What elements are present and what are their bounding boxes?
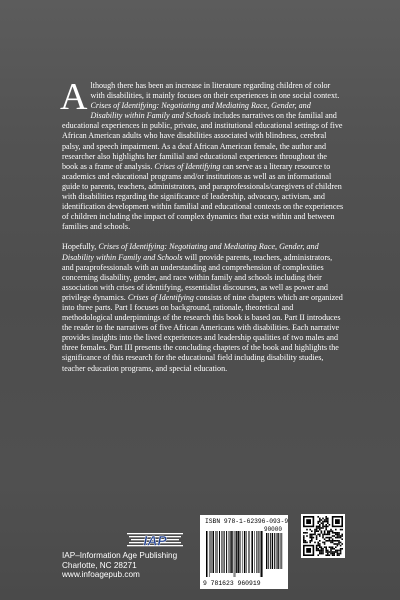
qr-module: [322, 518, 324, 520]
qr-module: [332, 553, 334, 555]
qr-module: [316, 550, 318, 552]
qr-module: [337, 537, 339, 539]
barcode-bar: [217, 531, 218, 573]
qr-module: [324, 534, 326, 536]
p1-run: includes narratives on the familial and educational experiences in public, private, and institutional educational settings of five African American adults who have disabilities associated with blindness, cerebral palsy, and speech impairment. As a deaf African American female, the author and researcher also highlights her familial and educational experiences throughout the book as a frame of analysis.: [62, 111, 343, 171]
barcode-bar: [209, 531, 210, 577]
qr-module: [332, 538, 334, 540]
qr-module: [335, 543, 337, 545]
qr-module: [325, 527, 327, 529]
qr-module: [324, 532, 326, 534]
qr-module: [335, 534, 337, 536]
qr-module: [317, 530, 319, 532]
qr-module: [319, 529, 321, 531]
qr-module: [314, 542, 316, 544]
qr-module: [340, 542, 342, 544]
qr-module: [330, 530, 332, 532]
qr-module: [325, 521, 327, 523]
qr-module: [309, 535, 311, 537]
qr-module: [332, 542, 334, 544]
qr-module: [332, 551, 334, 553]
qr-module: [330, 550, 332, 552]
barcode-bar: [261, 531, 263, 577]
addon-bars: [266, 533, 284, 573]
p2-run: Hopefully,: [62, 242, 99, 252]
qr-module: [338, 554, 340, 556]
ean-digits: 9 781623 960919: [203, 580, 261, 587]
barcode-bar: [206, 531, 208, 577]
qr-module: [335, 537, 337, 539]
qr-module: [329, 538, 331, 540]
qr-module: [338, 553, 340, 555]
qr-module: [322, 548, 324, 550]
barcode-bar: [260, 531, 261, 577]
qr-module: [319, 543, 321, 545]
qr-module: [327, 518, 329, 520]
barcode-bar: [244, 531, 246, 573]
qr-module: [337, 540, 339, 542]
qr-module: [325, 529, 327, 531]
qr-module: [316, 546, 318, 548]
qr-module: [329, 540, 331, 542]
qr-module: [329, 551, 331, 553]
qr-module: [319, 535, 321, 537]
qr-module: [322, 551, 324, 553]
qr-module: [321, 530, 323, 532]
qr-module: [340, 551, 342, 553]
addon-bar: [276, 533, 277, 569]
qr-module: [325, 550, 327, 552]
qr-module: [322, 527, 324, 529]
qr-module: [338, 537, 340, 539]
qr-module: [327, 532, 329, 534]
qr-module: [311, 540, 313, 542]
qr-module: [306, 532, 308, 534]
qr-module: [309, 534, 311, 536]
qr-module: [324, 530, 326, 532]
qr-module: [317, 516, 319, 518]
qr-module: [319, 534, 321, 536]
qr-module: [317, 545, 319, 547]
qr-module: [335, 532, 337, 534]
qr-module: [325, 548, 327, 550]
qr-module: [332, 530, 334, 532]
qr-module: [305, 540, 307, 542]
qr-module: [335, 529, 337, 531]
qr-module: [311, 535, 313, 537]
qr-module: [330, 551, 332, 553]
qr-module: [319, 521, 321, 523]
publisher-name: IAP–Information Age Publishing: [62, 551, 178, 560]
barcode-bar: [210, 531, 211, 573]
qr-module: [317, 522, 319, 524]
qr-module: [327, 521, 329, 523]
qr-module: [327, 519, 329, 521]
qr-module: [316, 527, 318, 529]
qr-module: [337, 551, 339, 553]
barcode-bar: [249, 531, 250, 573]
qr-module: [324, 538, 326, 540]
price-code: 90000: [263, 526, 282, 533]
qr-module: [330, 542, 332, 544]
qr-module: [313, 537, 315, 539]
barcode-bar: [223, 531, 224, 573]
qr-module: [319, 553, 321, 555]
qr-module: [321, 546, 323, 548]
qr-module: [325, 537, 327, 539]
barcode-bar: [234, 531, 235, 577]
qr-module: [340, 553, 342, 555]
barcode-bar: [251, 531, 253, 573]
qr-module: [330, 540, 332, 542]
qr-module: [340, 550, 342, 552]
paragraph-2: [62, 242, 344, 373]
barcode-bar: [215, 531, 216, 573]
qr-module: [319, 546, 321, 548]
barcode-bar: [229, 531, 230, 573]
barcode-bar: [242, 531, 243, 573]
drop-cap: A: [60, 76, 88, 118]
addon-bar: [270, 533, 271, 569]
p2-run: will provide parents, teachers, administrators, and paraprofessionals with an understanding and comprehension of complexities concerning disability, gender, and race within family and schools including their association with crises of identifying, essentialist discourses, as well as power and privilege dynamics.: [62, 252, 333, 302]
qr-module: [324, 546, 326, 548]
qr-module: [330, 529, 332, 531]
qr-module: [327, 553, 329, 555]
qr-module: [327, 530, 329, 532]
qr-module: [314, 534, 316, 536]
qr-module: [314, 530, 316, 532]
qr-module: [303, 540, 305, 542]
qr-module: [332, 532, 334, 534]
qr-module: [321, 551, 323, 553]
qr-module: [322, 534, 324, 536]
qr-module: [337, 534, 339, 536]
qr-module: [337, 550, 339, 552]
addon-bar: [281, 533, 282, 569]
qr-module: [337, 535, 339, 537]
qr-module: [319, 526, 321, 528]
qr-module: [325, 554, 327, 556]
addon-bar: [277, 533, 278, 569]
qr-module: [325, 534, 327, 536]
p1-run: lthough there has been an increase in literature regarding children of color with disabilities, it mainly focuses on their experiences in one social context.: [90, 81, 340, 101]
qr-module: [329, 534, 331, 536]
barcode-bar: [221, 531, 222, 573]
qr-module: [311, 530, 313, 532]
barcode-bars: [206, 527, 266, 577]
qr-module: [305, 542, 307, 544]
qr-module: [319, 545, 321, 547]
qr-module: [322, 526, 324, 528]
qr-module: [325, 519, 327, 521]
qr-module: [316, 526, 318, 528]
qr-module: [327, 537, 329, 539]
qr-module: [316, 530, 318, 532]
qr-module: [338, 532, 340, 534]
qr-module: [325, 518, 327, 520]
qr-module: [309, 540, 311, 542]
qr-module: [338, 542, 340, 544]
barcode-bar: [235, 531, 236, 577]
qr-module: [322, 550, 324, 552]
qr-module: [325, 516, 327, 518]
qr-module: [341, 548, 343, 550]
qr-module: [327, 526, 329, 528]
qr-module: [317, 554, 319, 556]
qr-module: [313, 534, 315, 536]
qr-module: [303, 537, 305, 539]
barcode-bar: [219, 531, 220, 573]
qr-module: [322, 535, 324, 537]
qr-module: [329, 537, 331, 539]
qr-module: [303, 542, 305, 544]
qr-module: [305, 532, 307, 534]
qr-module: [332, 546, 334, 548]
qr-module: [321, 527, 323, 529]
qr-module: [316, 548, 318, 550]
p1-run: Crises of Identifying: Negotiating and Mediating Race, Gender, and Disability within Family and Schools: [90, 101, 311, 121]
qr-module: [337, 543, 339, 545]
qr-module: [333, 551, 335, 553]
qr-module: [321, 532, 323, 534]
qr-module: [319, 518, 321, 520]
qr-module: [316, 538, 318, 540]
qr-module: [317, 526, 319, 528]
qr-module: [306, 535, 308, 537]
qr-module: [333, 532, 335, 534]
qr-module: [338, 543, 340, 545]
qr-module: [340, 535, 342, 537]
addon-bar: [272, 533, 273, 569]
qr-module: [324, 519, 326, 521]
barcode-bar: [213, 531, 215, 573]
qr-module: [338, 535, 340, 537]
qr-finder: [306, 548, 311, 553]
qr-module: [325, 540, 327, 542]
qr-module: [330, 546, 332, 548]
qr-module: [338, 534, 340, 536]
qr-module: [341, 538, 343, 540]
qr-code-graphic: [303, 516, 343, 556]
qr-module: [341, 535, 343, 537]
qr-module: [329, 554, 331, 556]
p2-run: Crises of Identifying: [127, 292, 194, 302]
p2-run: consists of nine chapters which are organized into three parts. Part I focuses on background, rationale, theoretical and methodological underpinnings of the research this book is based on. Part II introduces the reader to the narratives of five African Americans with disabilities. Each narrative provides insights into the lived experiences and leadership qualities of two males and three females. Part III presents the concluding chapters of the book and highlights the significance of this research for the educational field including disability studies, teacher education programs, and special education.: [62, 292, 343, 373]
qr-module: [311, 538, 313, 540]
qr-module: [341, 534, 343, 536]
qr-module: [317, 550, 319, 552]
qr-module: [306, 542, 308, 544]
publisher-website: www.infoagepub.com: [62, 570, 140, 580]
qr-module: [324, 526, 326, 528]
qr-module: [317, 534, 319, 536]
barcode-bar: [226, 531, 227, 573]
qr-module: [321, 550, 323, 552]
qr-module: [333, 553, 335, 555]
qr-module: [329, 546, 331, 548]
addon-bar: [274, 533, 275, 569]
barcode-bar: [236, 531, 237, 573]
qr-module: [317, 543, 319, 545]
qr-module: [329, 524, 331, 526]
qr-module: [330, 548, 332, 550]
barcode-bar: [258, 531, 259, 573]
qr-module: [325, 526, 327, 528]
qr-module: [316, 535, 318, 537]
qr-module: [317, 542, 319, 544]
qr-module: [327, 550, 329, 552]
qr-module: [338, 540, 340, 542]
qr-module: [321, 519, 323, 521]
qr-module: [316, 537, 318, 539]
qr-module: [337, 553, 339, 555]
qr-module: [319, 551, 321, 553]
qr-module: [322, 542, 324, 544]
qr-module: [340, 529, 342, 531]
qr-module: [335, 551, 337, 553]
qr-code-icon: [301, 514, 345, 558]
qr-module: [327, 551, 329, 553]
publisher-city: Charlotte, NC 28271: [62, 560, 137, 570]
qr-module: [327, 540, 329, 542]
qr-module: [322, 521, 324, 523]
qr-module: [332, 540, 334, 542]
qr-module: [314, 532, 316, 534]
qr-module: [321, 548, 323, 550]
qr-module: [303, 538, 305, 540]
qr-module: [330, 553, 332, 555]
qr-module: [309, 537, 311, 539]
qr-module: [330, 537, 332, 539]
qr-module: [324, 521, 326, 523]
qr-finder: [335, 519, 340, 524]
qr-module: [306, 529, 308, 531]
qr-module: [337, 545, 339, 547]
qr-module: [333, 548, 335, 550]
barcode-bar: [256, 531, 257, 573]
qr-module: [341, 529, 343, 531]
qr-module: [309, 529, 311, 531]
qr-module: [303, 535, 305, 537]
qr-module: [316, 529, 318, 531]
barcode-bar: [254, 531, 255, 573]
paragraph-1: [60, 76, 344, 232]
qr-module: [333, 540, 335, 542]
qr-module: [316, 545, 318, 547]
qr-module: [314, 529, 316, 531]
qr-module: [335, 540, 337, 542]
addon-bar: [266, 533, 267, 569]
qr-module: [333, 554, 335, 556]
p1-run: Crises of Identifying: [154, 161, 221, 171]
qr-module: [335, 550, 337, 552]
qr-module: [333, 543, 335, 545]
description-text: [60, 76, 344, 374]
qr-module: [340, 548, 342, 550]
qr-module: [341, 543, 343, 545]
qr-module: [325, 546, 327, 548]
qr-module: [317, 521, 319, 523]
qr-module: [303, 532, 305, 534]
qr-module: [335, 546, 337, 548]
p2-run: Crises of Identifying: Negotiating and Mediating Race, Gender, and Disability within Family and Schools: [62, 242, 319, 262]
barcode-bar: [248, 531, 249, 573]
qr-module: [309, 542, 311, 544]
addon-bar: [268, 533, 269, 569]
barcode-bar: [231, 531, 233, 573]
qr-module: [338, 550, 340, 552]
qr-module: [332, 548, 334, 550]
qr-module: [340, 545, 342, 547]
qr-module: [329, 530, 331, 532]
qr-finder: [306, 519, 311, 524]
qr-module: [324, 542, 326, 544]
qr-module: [327, 534, 329, 536]
barcode-bar: [239, 531, 240, 573]
logo-text: IAP: [143, 532, 167, 549]
qr-module: [340, 537, 342, 539]
qr-module: [321, 553, 323, 555]
qr-module: [322, 522, 324, 524]
isbn-number: ISBN 978-1-62396-093-9: [205, 518, 289, 525]
qr-module: [322, 553, 324, 555]
qr-module: [322, 537, 324, 539]
qr-module: [324, 543, 326, 545]
qr-module: [332, 535, 334, 537]
qr-module: [337, 554, 339, 556]
qr-module: [327, 522, 329, 524]
publisher-info: [62, 551, 177, 580]
qr-module: [325, 551, 327, 553]
qr-module: [311, 537, 313, 539]
barcode-bar: [246, 531, 247, 573]
qr-module: [319, 527, 321, 529]
qr-module: [317, 527, 319, 529]
qr-module: [317, 548, 319, 550]
iap-logo: [127, 531, 183, 549]
barcode-bar: [237, 531, 239, 573]
p1-run: can serve as a literary resource to academics and educational programs and/or institutions as well as an informational guide to parents, teachers, administrators, and paraprofessionals/caregivers of children with disabilities regarding the significance of leadership, advocacy, activism, and identification development within familial and educational contexts on the experiences of children including the impact of complex dynamics that exist within and between families and schools.: [62, 161, 344, 232]
qr-module: [319, 550, 321, 552]
qr-module: [337, 532, 339, 534]
addon-bar: [280, 533, 281, 569]
qr-module: [319, 540, 321, 542]
isbn-barcode: [200, 515, 288, 589]
barcode-bar: [230, 531, 231, 573]
qr-module: [325, 524, 327, 526]
qr-module: [319, 519, 321, 521]
qr-module: [311, 534, 313, 536]
qr-module: [332, 554, 334, 556]
qr-module: [329, 532, 331, 534]
qr-module: [321, 522, 323, 524]
barcode-bar: [224, 531, 225, 573]
qr-module: [319, 524, 321, 526]
qr-module: [322, 524, 324, 526]
qr-module: [327, 554, 329, 556]
qr-module: [333, 535, 335, 537]
